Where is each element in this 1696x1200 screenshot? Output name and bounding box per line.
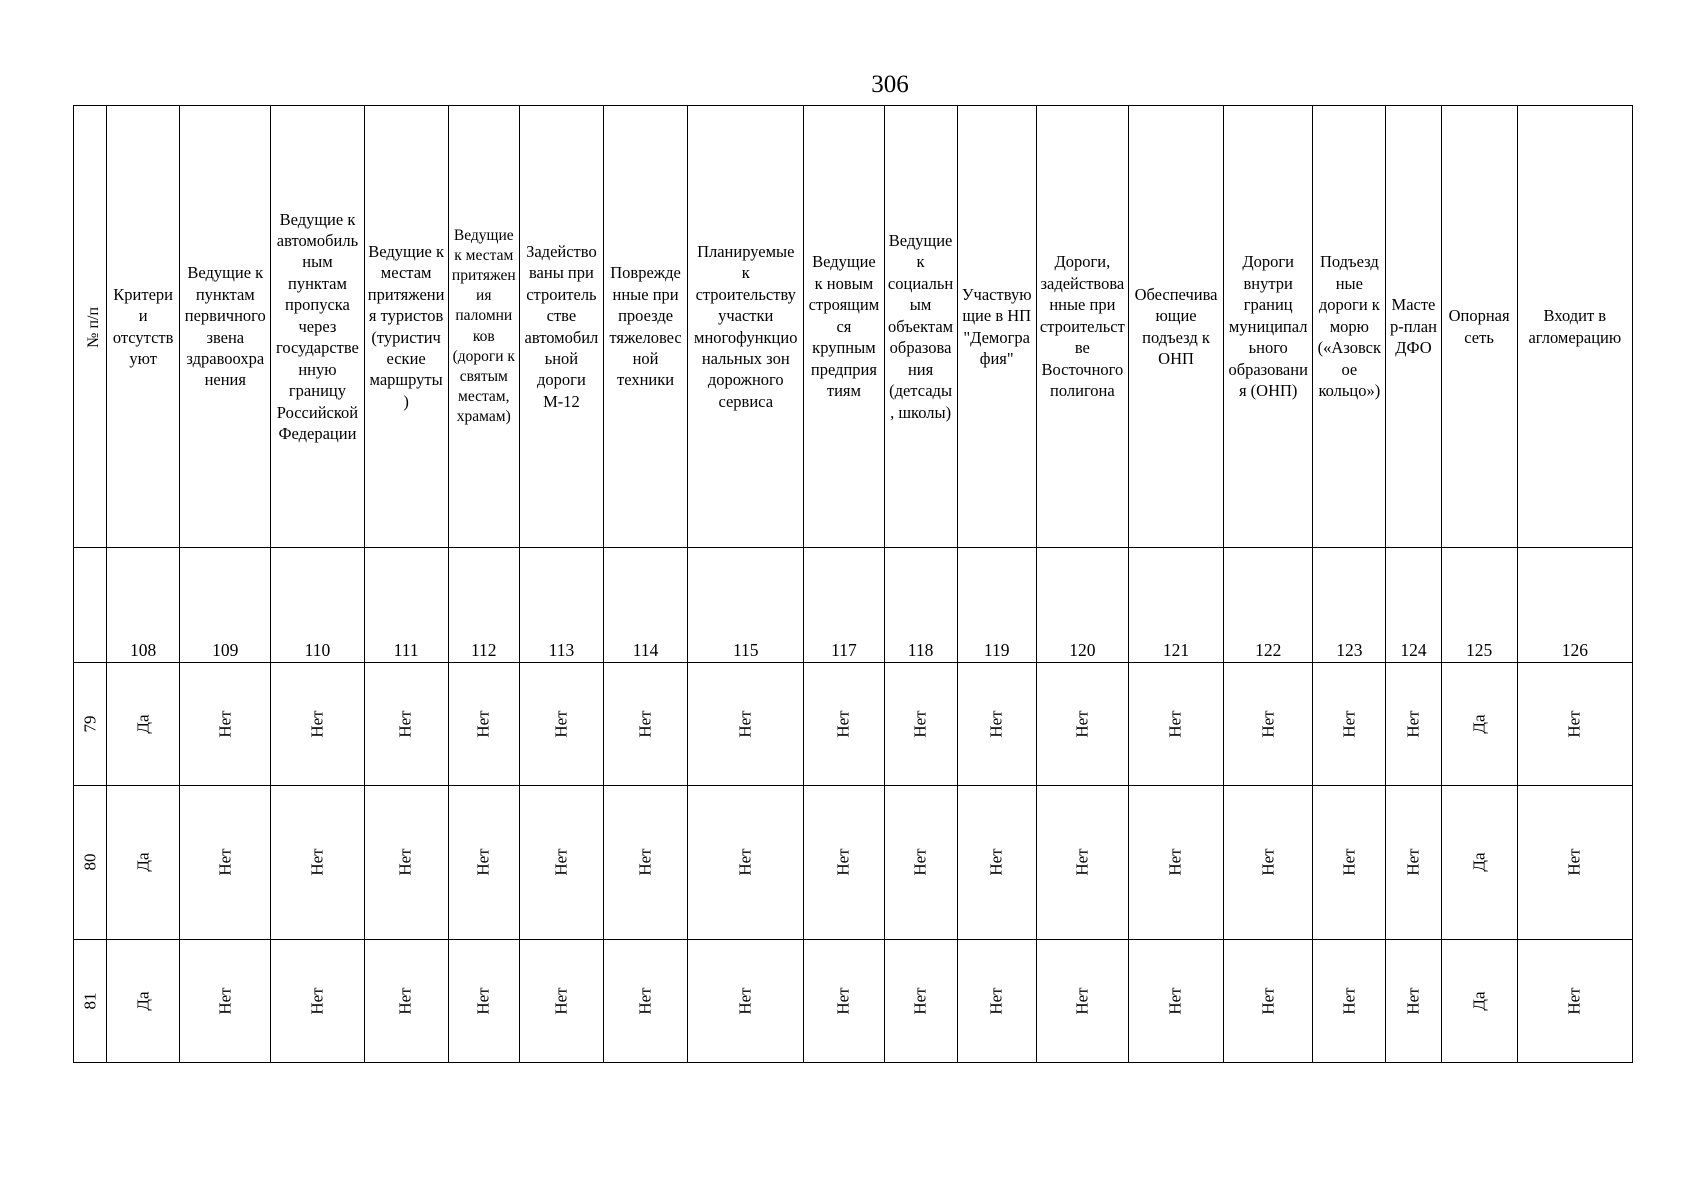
table-cell: Нет (804, 940, 884, 1063)
column-number-cell: 113 (519, 548, 603, 663)
table-cell: Нет (1224, 663, 1313, 786)
header-cell: Планируемые к строительству участки многофункциональных зон дорожного сервиса (688, 106, 804, 548)
table-row (74, 940, 1633, 1063)
table-cell: Нет (1036, 663, 1128, 786)
table-cell: Нет (1036, 786, 1128, 940)
header-cell: Поврежденные при проезде тяжеловесной техники (603, 106, 687, 548)
table-cell: Нет (271, 786, 364, 940)
column-number-cell: 119 (957, 548, 1036, 663)
table-cell: Нет (1036, 940, 1128, 1063)
column-number-cell: 125 (1441, 548, 1517, 663)
column-number-cell: 123 (1313, 548, 1386, 663)
header-cell-npp: № п/п (74, 106, 107, 548)
header-cell: Дороги внутри границ муниципального образования (ОНП) (1224, 106, 1313, 548)
header-cell: Обеспечивающие подъезд к ОНП (1128, 106, 1223, 548)
page-number: 306 (871, 71, 909, 98)
table-cell: Нет (688, 786, 804, 940)
table-cell: Нет (884, 940, 957, 1063)
table-cell: Да (107, 786, 180, 940)
column-number-cell (74, 548, 107, 663)
table-cell: Нет (884, 663, 957, 786)
table-cell: Нет (448, 940, 519, 1063)
table-cell: Нет (957, 663, 1036, 786)
column-number-cell: 118 (884, 548, 957, 663)
table-cell: Нет (448, 663, 519, 786)
header-cell: Подъездные дороги к морю («Азовское кольцо») (1313, 106, 1386, 548)
table-cell: 80 (74, 786, 107, 940)
table-cell: Нет (364, 663, 448, 786)
table-cell: Нет (519, 940, 603, 1063)
column-number-cell: 114 (603, 548, 687, 663)
table-cell: Да (107, 940, 180, 1063)
criteria-table (73, 105, 1633, 1063)
table-cell: Нет (1128, 940, 1223, 1063)
column-number-cell: 109 (180, 548, 271, 663)
table-cell: Нет (1386, 940, 1441, 1063)
table-cell: Нет (364, 940, 448, 1063)
column-number-cell: 122 (1224, 548, 1313, 663)
table-cell: Нет (804, 786, 884, 940)
column-number-cell: 124 (1386, 548, 1441, 663)
table-cell: Нет (271, 663, 364, 786)
table-cell: Да (1441, 786, 1517, 940)
table-cell: Нет (1517, 940, 1632, 1063)
table-cell: Нет (519, 786, 603, 940)
table-cell: Нет (180, 940, 271, 1063)
table-cell: Нет (688, 940, 804, 1063)
column-number-cell: 110 (271, 548, 364, 663)
column-number-cell: 126 (1517, 548, 1632, 663)
header-cell: Ведущие к местам притяжения туристов (туристические маршруты) (364, 106, 448, 548)
table-cell: Нет (519, 663, 603, 786)
column-number-row (74, 548, 1633, 663)
table-cell: Нет (603, 663, 687, 786)
table-cell: Нет (1128, 663, 1223, 786)
table-cell: Нет (1517, 786, 1632, 940)
table-cell: Нет (364, 786, 448, 940)
header-cell: Критерии отсутствуют (107, 106, 180, 548)
column-number-cell: 108 (107, 548, 180, 663)
header-cell: Ведущие к новым строящимся крупным предприятиям (804, 106, 884, 548)
table-cell: Нет (957, 786, 1036, 940)
table-cell: Нет (603, 786, 687, 940)
table-cell: Нет (1386, 663, 1441, 786)
header-cell: Задействованы при строительстве автомобильной дороги М-12 (519, 106, 603, 548)
table-cell: Нет (804, 663, 884, 786)
table-cell: Нет (1224, 940, 1313, 1063)
table-cell: Нет (1128, 786, 1223, 940)
header-cell: Входит в агломерацию (1517, 106, 1632, 548)
header-cell: Участвующие в НП "Демография" (957, 106, 1036, 548)
column-number-cell: 111 (364, 548, 448, 663)
header-cell: Ведущие к социальным объектам образования (детсады, школы) (884, 106, 957, 548)
table-cell: Нет (271, 940, 364, 1063)
header-cell: Дороги, задействованные при строительстве Восточного полигона (1036, 106, 1128, 548)
table-cell: Нет (1517, 663, 1632, 786)
column-number-cell: 117 (804, 548, 884, 663)
table-cell: Нет (1224, 786, 1313, 940)
header-cell: Опорная сеть (1441, 106, 1517, 548)
table-cell: 81 (74, 940, 107, 1063)
header-row (74, 106, 1633, 548)
table-cell: Нет (603, 940, 687, 1063)
header-cell: Ведущие к пунктам первичного звена здравоохранения (180, 106, 271, 548)
header-cell: Мастер-план ДФО (1386, 106, 1441, 548)
table-cell: Нет (180, 663, 271, 786)
table-cell: Нет (957, 940, 1036, 1063)
table-cell: Да (1441, 940, 1517, 1063)
column-number-cell: 120 (1036, 548, 1128, 663)
table-cell: Да (1441, 663, 1517, 786)
header-cell: Ведущие к местам притяжения паломников (дороги к святым местам, храмам) (448, 106, 519, 548)
table-cell: Нет (448, 786, 519, 940)
column-number-cell: 115 (688, 548, 804, 663)
column-number-cell: 112 (448, 548, 519, 663)
header-cell: Ведущие к автомобильным пунктам пропуска через государственную границу Российской Федерации (271, 106, 364, 548)
table-cell: Нет (1386, 786, 1441, 940)
table-cell: Да (107, 663, 180, 786)
table-cell: Нет (180, 786, 271, 940)
table-row (74, 663, 1633, 786)
column-number-cell: 121 (1128, 548, 1223, 663)
table-cell: Нет (688, 663, 804, 786)
table-cell: Нет (1313, 786, 1386, 940)
table-cell: Нет (1313, 940, 1386, 1063)
table-cell: Нет (884, 786, 957, 940)
table-row (74, 786, 1633, 940)
table-cell: 79 (74, 663, 107, 786)
table-cell: Нет (1313, 663, 1386, 786)
